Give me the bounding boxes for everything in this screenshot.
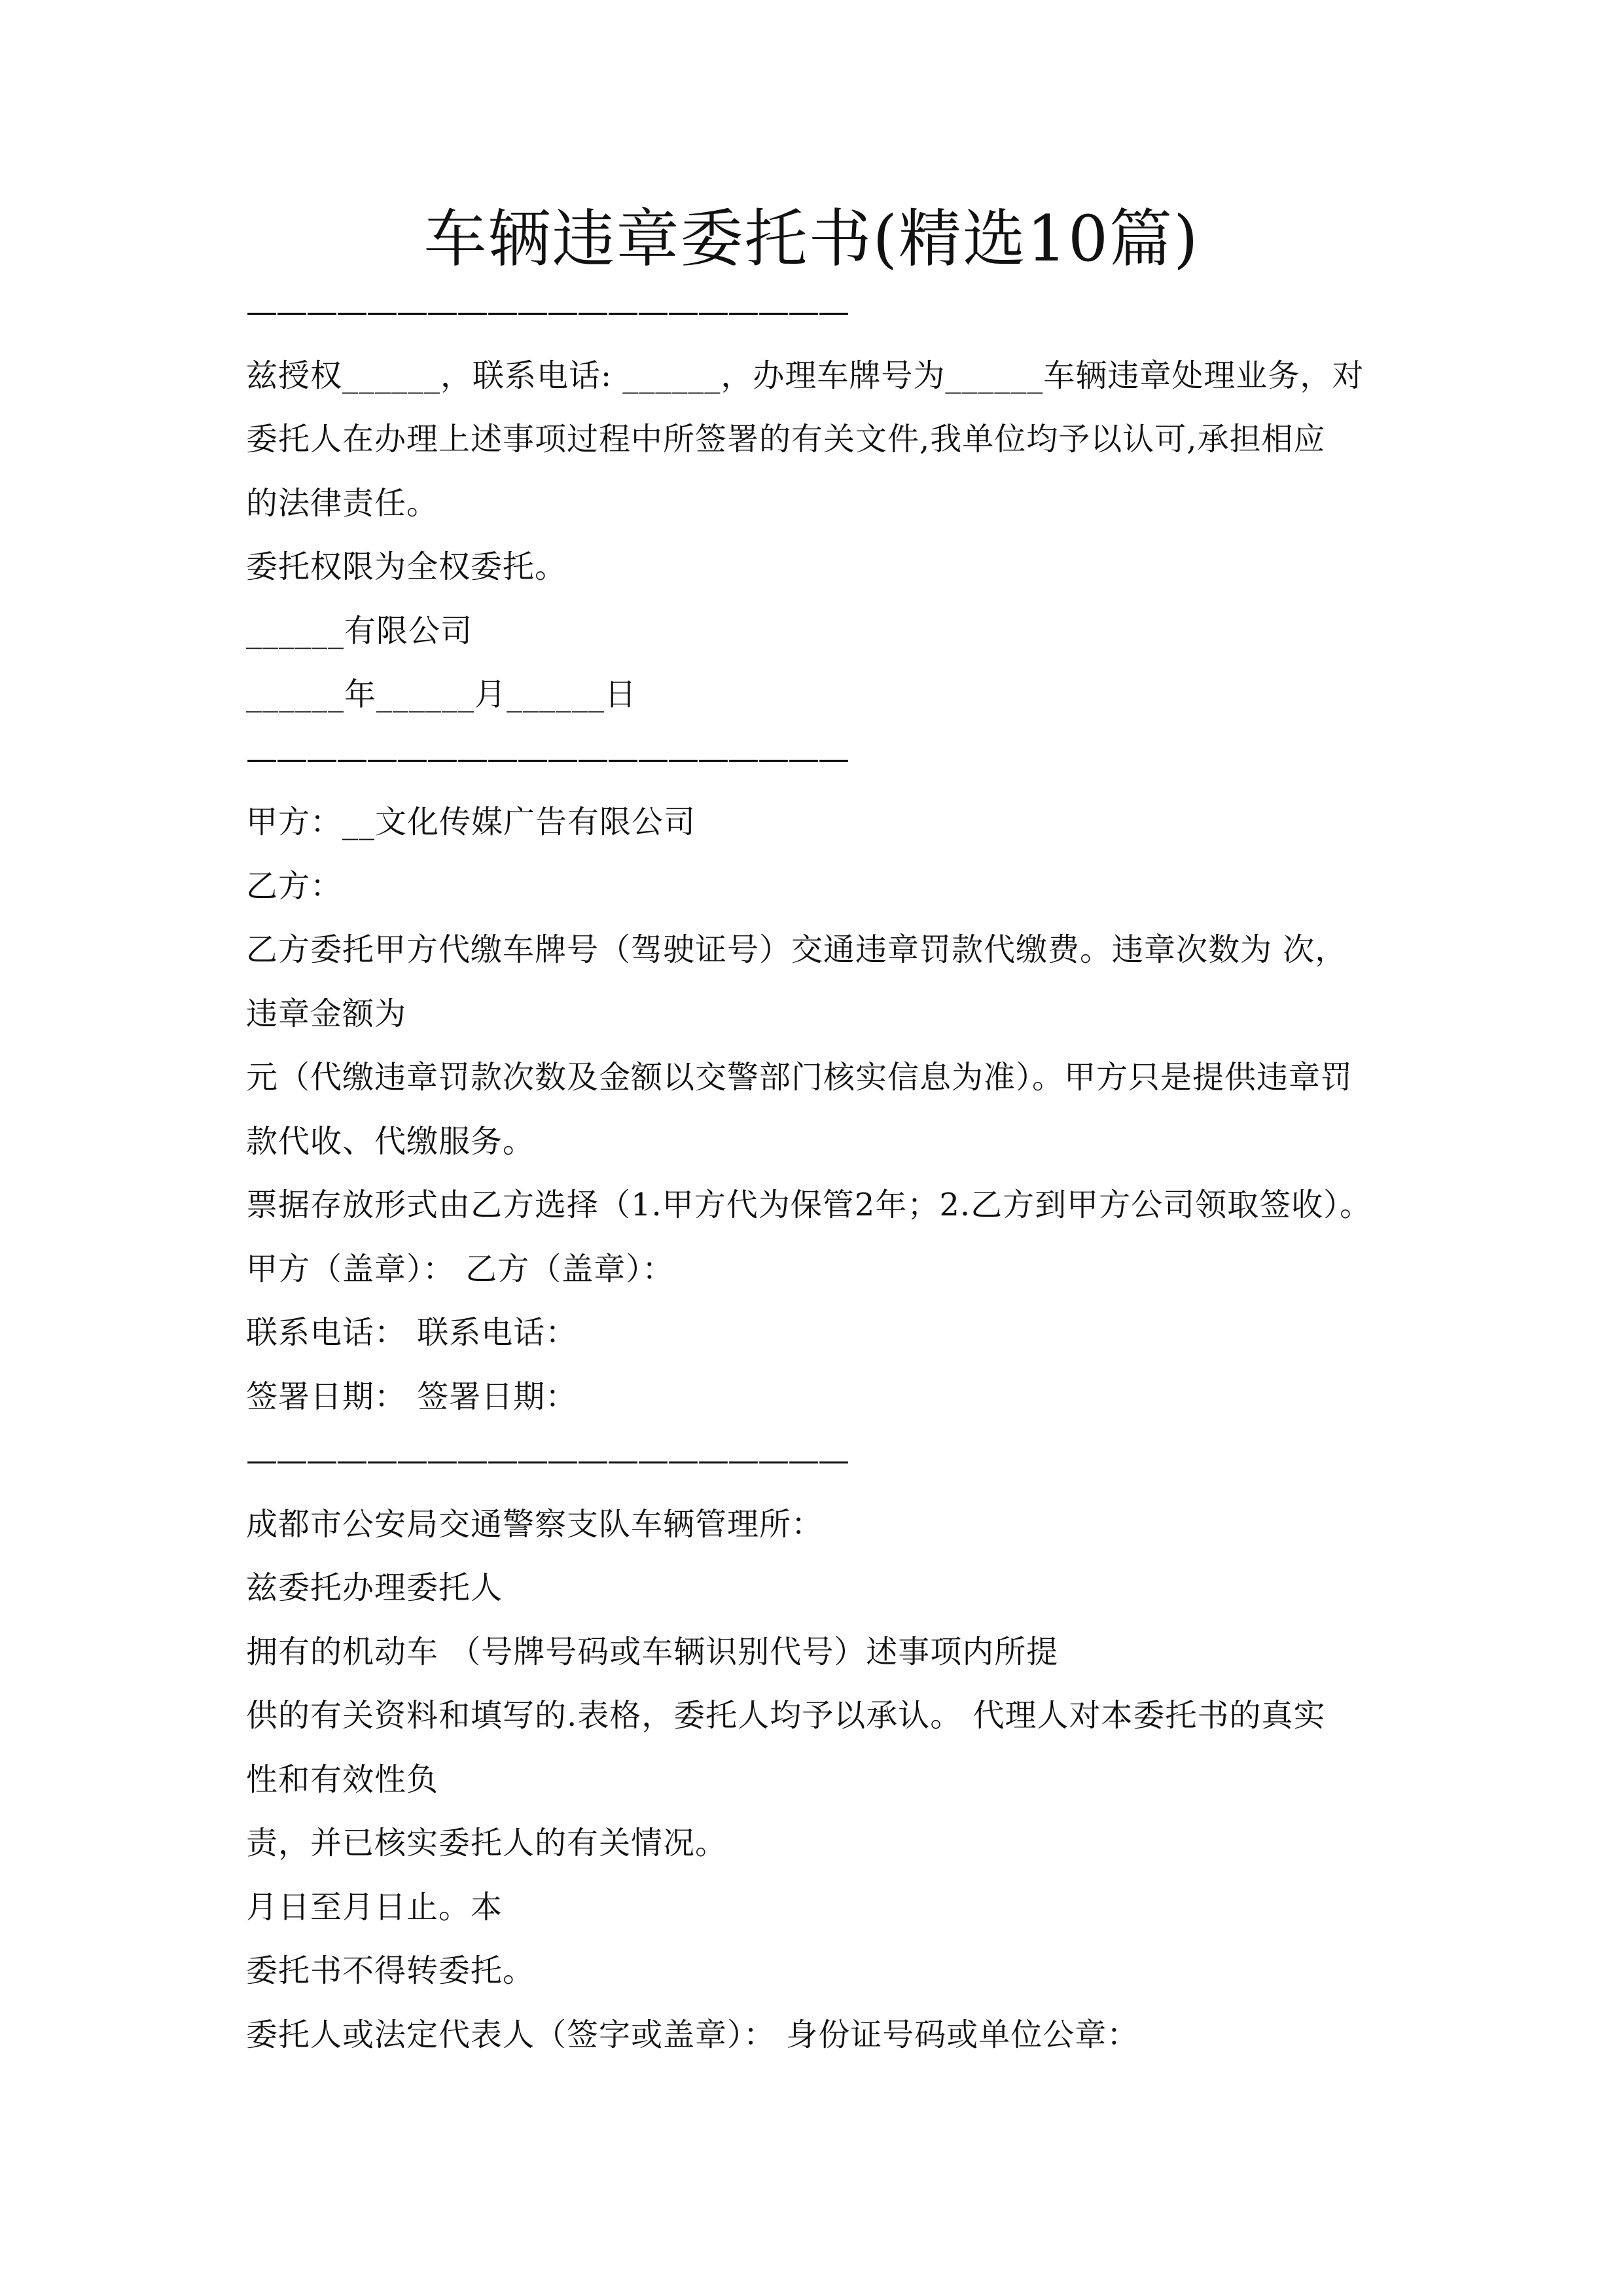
signature-line: 委托人或法定代表人（签字或盖章）： 身份证号码或单位公章： (246, 2016, 1139, 2053)
paragraph-line: 元（代缴违章罚款次数及金额以交警部门核实信息为准）。甲方只是提供违章罚 (246, 1059, 1353, 1096)
date-line: ______年______月______日 (246, 676, 637, 713)
paragraph-line: 款代收、代缴服务。 (246, 1122, 535, 1160)
separator-line: ———————————————————— (246, 740, 848, 777)
seal-line: 甲方（盖章）： 乙方（盖章）： (246, 1250, 675, 1287)
paragraph-line: 月日至月日止。本 (246, 1888, 503, 1926)
separator-line: ———————————————————— (246, 1442, 848, 1479)
phone-line: 联系电话： 联系电话： (246, 1314, 578, 1351)
paragraph-line: 委托书不得转委托。 (246, 1952, 535, 1989)
paragraph-line: 兹委托办理委托人 (246, 1570, 503, 1606)
paragraph-line: 拥有的机动车 （号牌号码或车辆识别代号）述事项内所提 (246, 1633, 1059, 1670)
paragraph-line: 责，并已核实委托人的有关情况。 (246, 1825, 728, 1861)
document-title: 车辆违章委托书(精选10篇) (423, 202, 1200, 276)
addressee-line: 成都市公安局交通警察支队车辆管理所： (246, 1505, 824, 1543)
paragraph-line: 委托人在办理上述事项过程中所签署的有关文件,我单位均予以认可,承担相应 (246, 421, 1326, 457)
party-a-line: 甲方：__文化传媒广告有限公司 (246, 804, 696, 840)
paragraph-line: 委托权限为全权委托。 (246, 548, 567, 585)
paragraph-line: 性和有效性负 (246, 1761, 439, 1798)
paragraph-line: 的法律责任。 (246, 484, 439, 522)
company-name-line: ______有限公司 (246, 612, 473, 649)
paragraph-line: 票据存放形式由乙方选择（1.甲方代为保管2年；2.乙方到甲方公司领取签收）。 (246, 1187, 1372, 1223)
document-body (246, 280, 1398, 2067)
separator-line: ———————————————————— (246, 293, 848, 330)
paragraph-line: 供的有关资料和填写的.表格，委托人均予以承认。 代理人对本委托书的真实 (246, 1697, 1326, 1734)
paragraph-line: 违章金额为 (246, 995, 407, 1032)
paragraph-line: 乙方委托甲方代缴车牌号（驾驶证号）交通违章罚款代缴费。违章次数为 次， (246, 931, 1347, 968)
paragraph-line: 兹授权______，联系电话: ______，办理车牌号为______车辆违章处理业务，对 (246, 357, 1364, 394)
party-b-line: 乙方： (246, 867, 343, 905)
sign-date-line: 签署日期： 签署日期： (246, 1378, 578, 1415)
